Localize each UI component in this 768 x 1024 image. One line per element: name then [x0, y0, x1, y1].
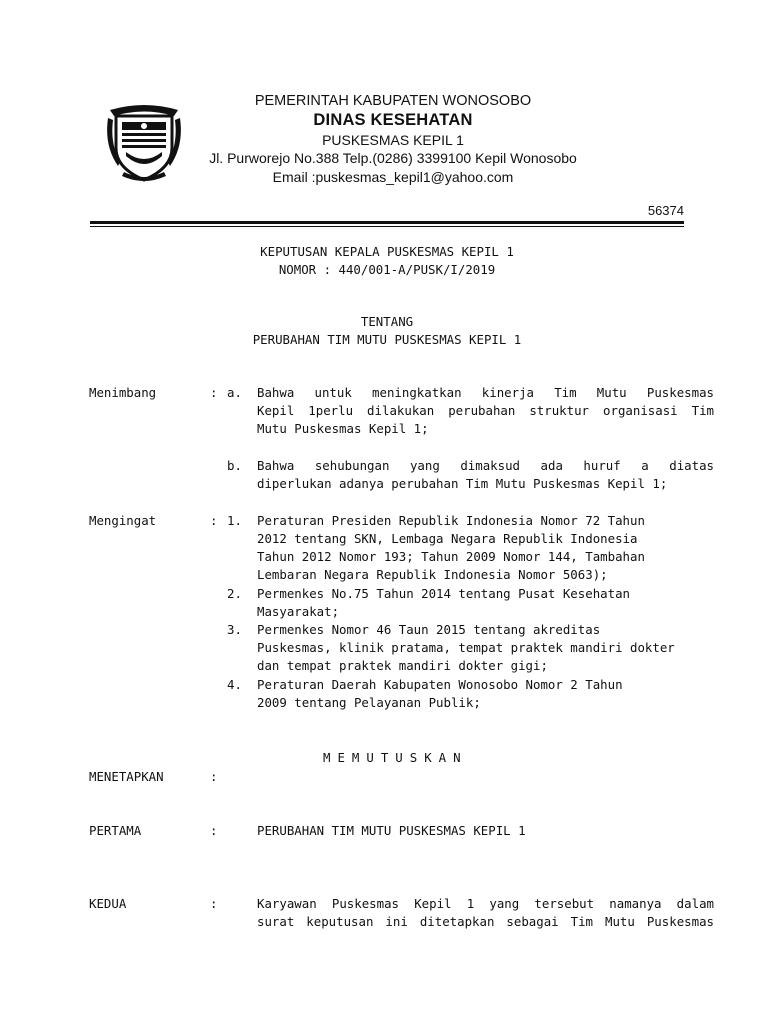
decree-subject: PERUBAHAN TIM MUTU PUSKESMAS KEPIL 1: [252, 332, 522, 347]
mengingat-item-3: [257, 621, 714, 675]
mengingat-marker-1: 1.: [227, 513, 242, 528]
decree-number: NOMOR : 440/001-A/PUSK/I/2019: [278, 262, 496, 277]
menimbang-colon: :: [210, 385, 218, 400]
header-rule-thick: [90, 221, 684, 224]
text-line: 2012 tentang SKN, Lembaga Negara Republik Indonesia: [257, 531, 638, 546]
mengingat-marker-4: 4.: [227, 677, 242, 692]
letterhead-institution: PUSKESMAS KEPIL 1: [322, 132, 464, 148]
letterhead-address: Jl. Purworejo No.388 Telp.(0286) 3399100 Kepil Wonosobo: [209, 150, 577, 166]
text-line: diperlukan adanya perubahan Tim Mutu Puskesmas Kepil 1;: [257, 476, 668, 491]
menimbang-marker-a: a.: [227, 385, 242, 400]
text-line: Permenkes No.75 Tahun 2014 tentang Pusat Kesehatan: [257, 586, 630, 601]
postal-code: 56374: [647, 203, 684, 218]
text-line: Bahwa sehubungan yang dimaksud ada huruf a diatas: [257, 458, 714, 473]
text-line: Tahun 2012 Nomor 193; Tahun 2009 Nomor 144, Tambahan: [257, 549, 645, 564]
memutuskan-heading: MEMUTUSKAN: [323, 750, 468, 765]
pertama-label: PERTAMA: [89, 823, 142, 838]
mengingat-item-4: [257, 676, 714, 712]
menimbang-item-a: [257, 384, 714, 438]
text-line: Lembaran Negara Republik Indonesia Nomor 5063);: [257, 567, 608, 582]
kedua-colon: :: [210, 896, 218, 911]
mengingat-marker-2: 2.: [227, 586, 242, 601]
text-line: Mutu Puskesmas Kepil 1;: [257, 421, 429, 436]
letterhead-government: PEMERINTAH KABUPATEN WONOSOBO: [254, 93, 532, 109]
menimbang-marker-b: b.: [227, 458, 242, 473]
text-line: Masyarakat;: [257, 604, 340, 619]
text-line: Karyawan Puskesmas Kepil 1 yang tersebut namanya dalam: [257, 896, 714, 911]
letterhead-agency: DINAS KESEHATAN: [313, 111, 473, 129]
mengingat-colon: :: [210, 513, 218, 528]
kedua-text: [257, 895, 714, 931]
menetapkan-label: MENETAPKAN: [89, 769, 164, 784]
text-line: Bahwa untuk meningkatkan kinerja Tim Mutu Puskesmas: [257, 385, 714, 400]
mengingat-label: Mengingat: [89, 513, 157, 528]
pertama-text: PERUBAHAN TIM MUTU PUSKESMAS KEPIL 1: [257, 823, 526, 838]
menetapkan-colon: :: [210, 769, 218, 784]
letterhead-email: Email :puskesmas_kepil1@yahoo.com: [272, 169, 514, 185]
text-line: Kepil 1perlu dilakukan perubahan struktur organisasi Tim: [257, 403, 714, 418]
text-line: surat keputusan ini ditetapkan sebagai Tim Mutu Puskesmas: [257, 914, 714, 929]
decree-title: KEPUTUSAN KEPALA PUSKESMAS KEPIL 1: [260, 244, 514, 259]
text-line: Permenkes Nomor 46 Taun 2015 tentang akreditas: [257, 622, 601, 637]
text-line: Peraturan Presiden Republik Indonesia Nomor 72 Tahun: [257, 513, 645, 528]
text-line: Puskesmas, klinik pratama, tempat praktek mandiri dokter: [257, 640, 675, 655]
mengingat-item-1: [257, 512, 714, 584]
pertama-colon: :: [210, 823, 218, 838]
mengingat-marker-3: 3.: [227, 622, 242, 637]
text-line: 2009 tentang Pelayanan Publik;: [257, 695, 481, 710]
menimbang-label: Menimbang: [89, 385, 157, 400]
decree-about-label: TENTANG: [360, 314, 414, 329]
regency-crest-icon: [104, 96, 184, 184]
mengingat-item-2: [257, 585, 714, 621]
kedua-label: KEDUA: [89, 896, 127, 911]
text-line: dan tempat praktek mandiri dokter gigi;: [257, 658, 548, 673]
menimbang-item-b: [257, 457, 714, 493]
text-line: Peraturan Daerah Kabupaten Wonosobo Nomor 2 Tahun: [257, 677, 623, 692]
header-rule-thin: [90, 226, 684, 227]
